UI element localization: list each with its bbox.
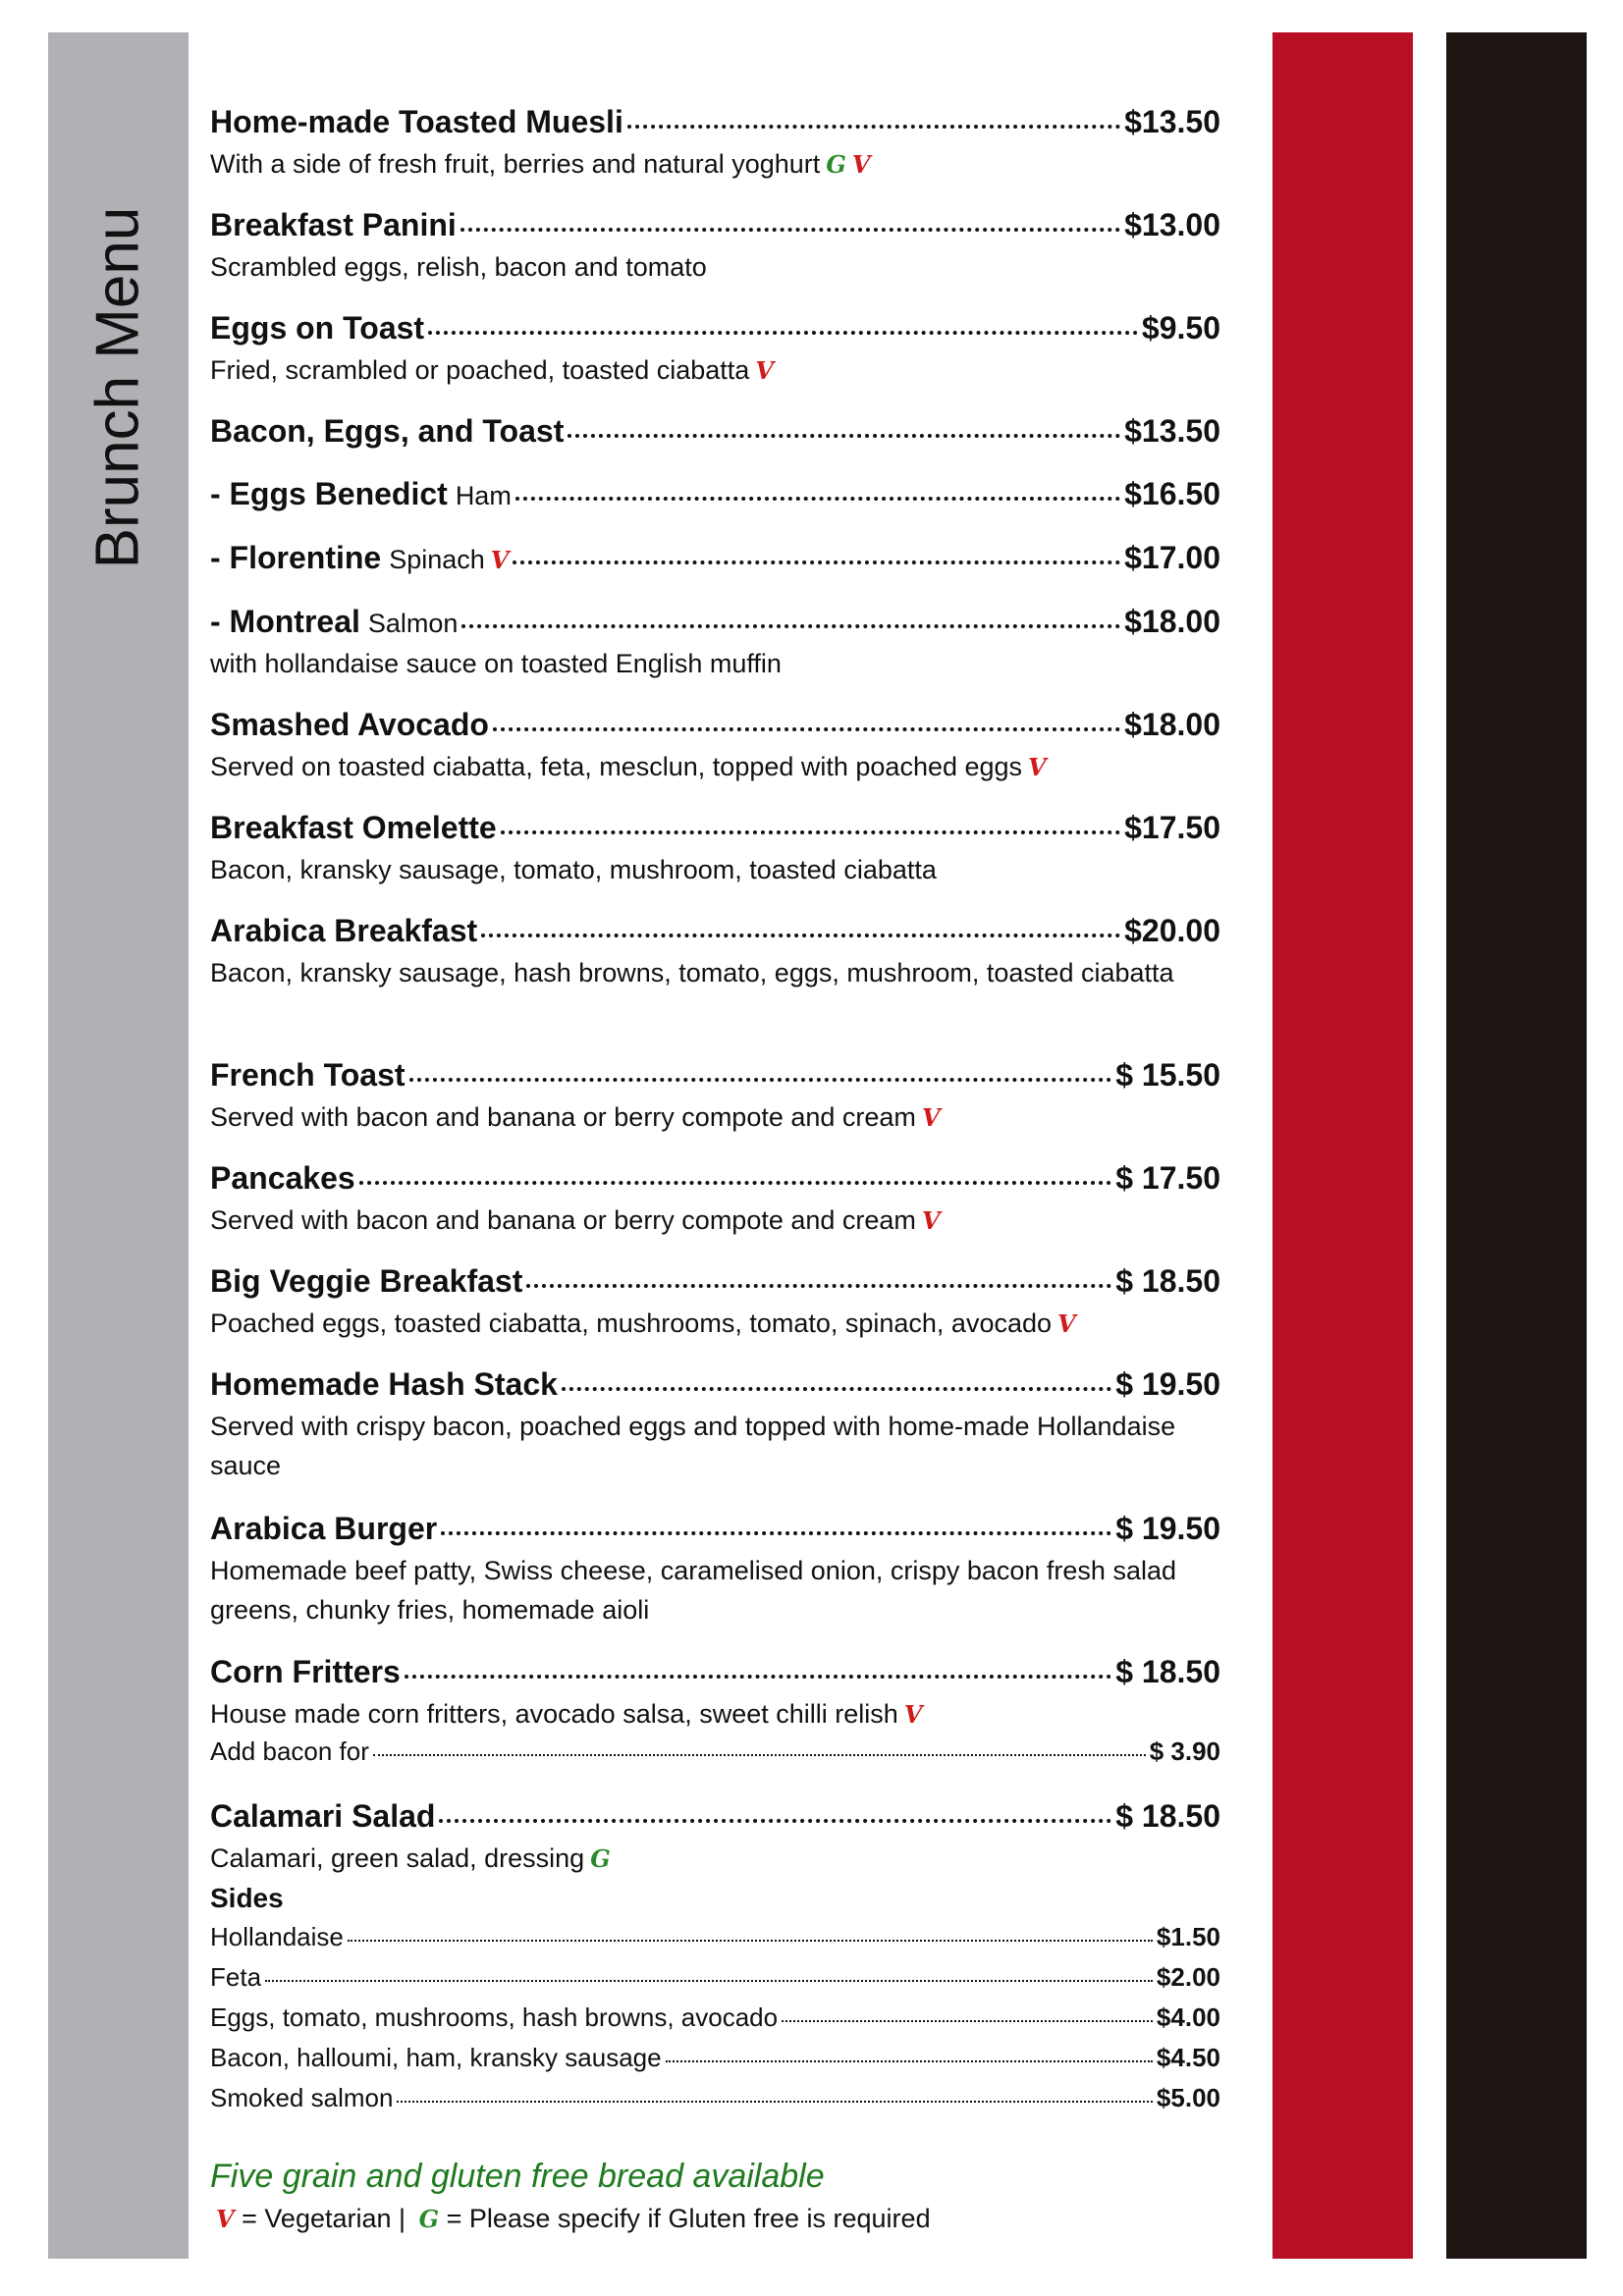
dot-leader [513, 561, 1120, 564]
addon-price: $ 3.90 [1149, 1736, 1220, 1766]
dot-leader [405, 1675, 1111, 1679]
menu-item-name: Calamari Salad [210, 1798, 436, 1834]
menu-item-name: Corn Fritters [210, 1654, 401, 1689]
menu-item-description-text: Fried, scrambled or poached, toasted ciabatta [210, 355, 750, 385]
menu-item-description-text: Poached eggs, toasted ciabatta, mushrooms, tomato, spinach, avocado [210, 1308, 1053, 1338]
side-item-name: Eggs, tomato, mushrooms, hash browns, avocado [210, 2002, 779, 2032]
menu-item-header [210, 810, 1220, 846]
menu-item-price: $ 18.50 [1115, 1654, 1220, 1689]
sides-heading: Sides [210, 1883, 284, 1913]
menu-item-price: $ 15.50 [1115, 1057, 1220, 1093]
menu-item-description [210, 1407, 1220, 1485]
dot-leader [562, 1387, 1111, 1391]
side-item [210, 2083, 1220, 2113]
dot-leader [515, 497, 1120, 501]
dot-leader [501, 830, 1120, 834]
menu-item-description [210, 747, 1220, 787]
menu-item-price: $ 18.50 [1115, 1263, 1220, 1299]
menu-item-header [210, 1654, 1220, 1690]
menu-item-price: $16.50 [1124, 476, 1220, 511]
dot-leader [461, 624, 1120, 628]
vegetarian-icon: V [1028, 753, 1047, 781]
menu-item-header [210, 913, 1220, 949]
menu-item-price: $17.50 [1124, 810, 1220, 845]
menu-item [210, 913, 1220, 992]
menu-item [210, 104, 1220, 185]
dot-leader [493, 727, 1120, 731]
gluten-free-icon: G [590, 1844, 611, 1873]
menu-item-description-text: With a side of fresh fruit, berries and natural yoghurt [210, 149, 821, 179]
menu-item-description-text: Served on toasted ciabatta, feta, mesclun, topped with poached eggs [210, 752, 1023, 781]
menu-item-description-text: Bacon, kransky sausage, tomato, mushroom, toasted ciabatta [210, 855, 937, 884]
gluten-free-icon: G [826, 150, 846, 179]
menu-item-price: $18.00 [1124, 707, 1220, 742]
menu-item-description-text: Served with crispy bacon, poached eggs and topped with home-made Hollandaise sauce [210, 1412, 1176, 1480]
menu-item-description-text: with hollandaise sauce on toasted English muffin [210, 649, 782, 678]
menu-item [210, 413, 1220, 450]
menu-item-name: - Montreal [210, 604, 360, 639]
dot-leader [439, 1819, 1111, 1823]
menu-item [210, 1798, 1220, 1879]
side-item-row [210, 1962, 1220, 1993]
menu-item [210, 1160, 1220, 1241]
menu-item-header [210, 1798, 1220, 1835]
menu-item [210, 476, 1220, 512]
menu-item-name: Breakfast Omelette [210, 810, 497, 845]
menu-item-price: $20.00 [1124, 913, 1220, 948]
menu-item [210, 207, 1220, 287]
menu-item-description [210, 953, 1220, 992]
side-item-price: $5.00 [1156, 2083, 1220, 2112]
menu-item [210, 707, 1220, 787]
menu-item [210, 1263, 1220, 1344]
side-item-row [210, 2083, 1220, 2113]
menu-item [210, 310, 1220, 391]
side-item [210, 1922, 1220, 1952]
dietary-legend [210, 2204, 931, 2234]
menu-item-price: $9.50 [1141, 310, 1220, 346]
vegetarian-icon: V [921, 1206, 941, 1235]
side-item-price: $4.00 [1156, 2002, 1220, 2032]
menu-item-description-text: Scrambled eggs, relish, bacon and tomato [210, 252, 707, 282]
side-item-row [210, 2002, 1220, 2033]
menu-item-qualifier: Ham [455, 481, 512, 510]
menu-item-description-text: Calamari, green salad, dressing [210, 1843, 585, 1873]
dot-leader [359, 1181, 1112, 1185]
menu-item-description-text: House made corn fritters, avocado salsa, sweet chilli relish [210, 1699, 898, 1729]
side-item-name: Smoked salmon [210, 2083, 394, 2112]
vegetarian-icon: V [216, 2205, 235, 2233]
menu-item-header [210, 207, 1220, 243]
red-decorative-band [1272, 32, 1413, 2259]
vegetarian-icon: V [1057, 1309, 1076, 1338]
menu-item-header [210, 413, 1220, 450]
side-item [210, 1962, 1220, 1993]
menu-item [210, 1057, 1220, 1138]
menu-item-name: Eggs on Toast [210, 310, 425, 346]
menu-item-price: $17.00 [1124, 540, 1220, 575]
menu-item-description-text: Bacon, kransky sausage, hash browns, tomato, eggs, mushroom, toasted ciabatta [210, 958, 1174, 988]
menu-item-name: Pancakes [210, 1160, 355, 1196]
addon-row [210, 1736, 1220, 1767]
menu-item-description [210, 1201, 1220, 1241]
menu-item-price: $13.50 [1124, 104, 1220, 139]
menu-item-name: Breakfast Panini [210, 207, 457, 242]
vegetarian-icon: V [755, 356, 774, 385]
menu-item-description [210, 1304, 1220, 1344]
dot-leader [265, 1980, 1153, 1982]
vegetarian-icon: V [851, 150, 871, 179]
menu-item-price: $ 19.50 [1115, 1366, 1220, 1402]
dot-leader [373, 1754, 1146, 1756]
menu-item-price: $ 19.50 [1115, 1511, 1220, 1546]
side-item-price: $4.50 [1156, 2043, 1220, 2072]
side-item-row [210, 1922, 1220, 1952]
dot-leader [397, 2101, 1153, 2103]
dot-leader [428, 331, 1138, 335]
menu-item-price: $13.50 [1124, 413, 1220, 449]
black-decorative-band [1446, 32, 1587, 2259]
dot-leader [481, 934, 1120, 937]
side-item-name: Hollandaise [210, 1922, 344, 1951]
vegetarian-legend-text: = Vegetarian | [242, 2204, 406, 2233]
menu-item-description-text: Homemade beef patty, Swiss cheese, caramelised onion, crispy bacon fresh salad greens, chunky fries, homemade aioli [210, 1556, 1176, 1625]
menu-item-header [210, 540, 1220, 576]
dot-leader [666, 2060, 1153, 2062]
side-item-price: $2.00 [1156, 1962, 1220, 1992]
menu-item [210, 1511, 1220, 1629]
side-item [210, 2043, 1220, 2073]
dot-leader [460, 228, 1120, 232]
vegetarian-icon: V [490, 546, 510, 574]
side-item-row [210, 2043, 1220, 2073]
side-item-name: Bacon, halloumi, ham, kransky sausage [210, 2043, 662, 2072]
dot-leader [782, 2020, 1153, 2022]
dot-leader [441, 1531, 1111, 1535]
gluten-free-legend-text: = Please specify if Gluten free is required [446, 2204, 931, 2233]
menu-item-description-text: Served with bacon and banana or berry compote and cream [210, 1102, 916, 1132]
menu-item-price: $ 17.50 [1115, 1160, 1220, 1196]
menu-item-header [210, 1511, 1220, 1547]
bread-note: Five grain and gluten free bread available [210, 2158, 825, 2195]
menu-item [210, 1654, 1220, 1767]
menu-item-description [210, 644, 1220, 683]
menu-item-description [210, 1694, 1220, 1735]
side-item-name: Feta [210, 1962, 262, 1992]
menu-item-qualifier: Salmon [367, 609, 459, 638]
menu-item-name: Big Veggie Breakfast [210, 1263, 523, 1299]
menu-item-name: Bacon, Eggs, and Toast [210, 413, 565, 449]
menu-title: Brunch Menu [83, 206, 152, 569]
menu-item-name: French Toast [210, 1057, 406, 1093]
dot-leader [627, 125, 1120, 129]
menu-item-description [210, 1839, 1220, 1879]
menu-item-name: Home-made Toasted Muesli [210, 104, 623, 139]
menu-item-qualifier: Spinach [389, 545, 485, 574]
menu-item-name: - Florentine [210, 540, 382, 575]
dot-leader [348, 1940, 1153, 1942]
menu-item-description-text: Served with bacon and banana or berry compote and cream [210, 1205, 916, 1235]
vegetarian-icon: V [903, 1700, 923, 1729]
menu-item-header [210, 604, 1220, 640]
menu-item-name: Smashed Avocado [210, 707, 489, 742]
menu-item [210, 810, 1220, 889]
menu-item-header [210, 104, 1220, 140]
menu-item-name: Arabica Breakfast [210, 913, 478, 948]
menu-item [210, 1366, 1220, 1485]
side-item-price: $1.50 [1156, 1922, 1220, 1951]
addon-label: Add bacon for [210, 1736, 369, 1766]
menu-item-header [210, 1366, 1220, 1403]
gluten-free-icon: G [418, 2205, 440, 2233]
menu-item-name: Homemade Hash Stack [210, 1366, 558, 1402]
menu-item-name: Arabica Burger [210, 1511, 438, 1546]
menu-item-description [210, 247, 1220, 287]
menu-item-description [210, 1097, 1220, 1138]
side-item [210, 2002, 1220, 2033]
vegetarian-icon: V [921, 1103, 941, 1132]
menu-item-description [210, 850, 1220, 889]
menu-item-header [210, 476, 1220, 512]
menu-item-header [210, 1160, 1220, 1197]
menu-item-header [210, 1263, 1220, 1300]
menu-item-description [210, 144, 1220, 185]
dot-leader [409, 1078, 1112, 1082]
menu-item-name: - Eggs Benedict [210, 476, 448, 511]
menu-item [210, 604, 1220, 683]
menu-item-price: $ 18.50 [1115, 1798, 1220, 1834]
menu-item-price: $13.00 [1124, 207, 1220, 242]
menu-item [210, 540, 1220, 576]
menu-item-header [210, 310, 1220, 347]
menu-item-price: $18.00 [1124, 604, 1220, 639]
menu-item-description [210, 350, 1220, 391]
menu-item-header [210, 1057, 1220, 1094]
dot-leader [526, 1284, 1111, 1288]
menu-item-header [210, 707, 1220, 743]
dot-leader [568, 434, 1120, 438]
menu-item-description [210, 1551, 1220, 1629]
